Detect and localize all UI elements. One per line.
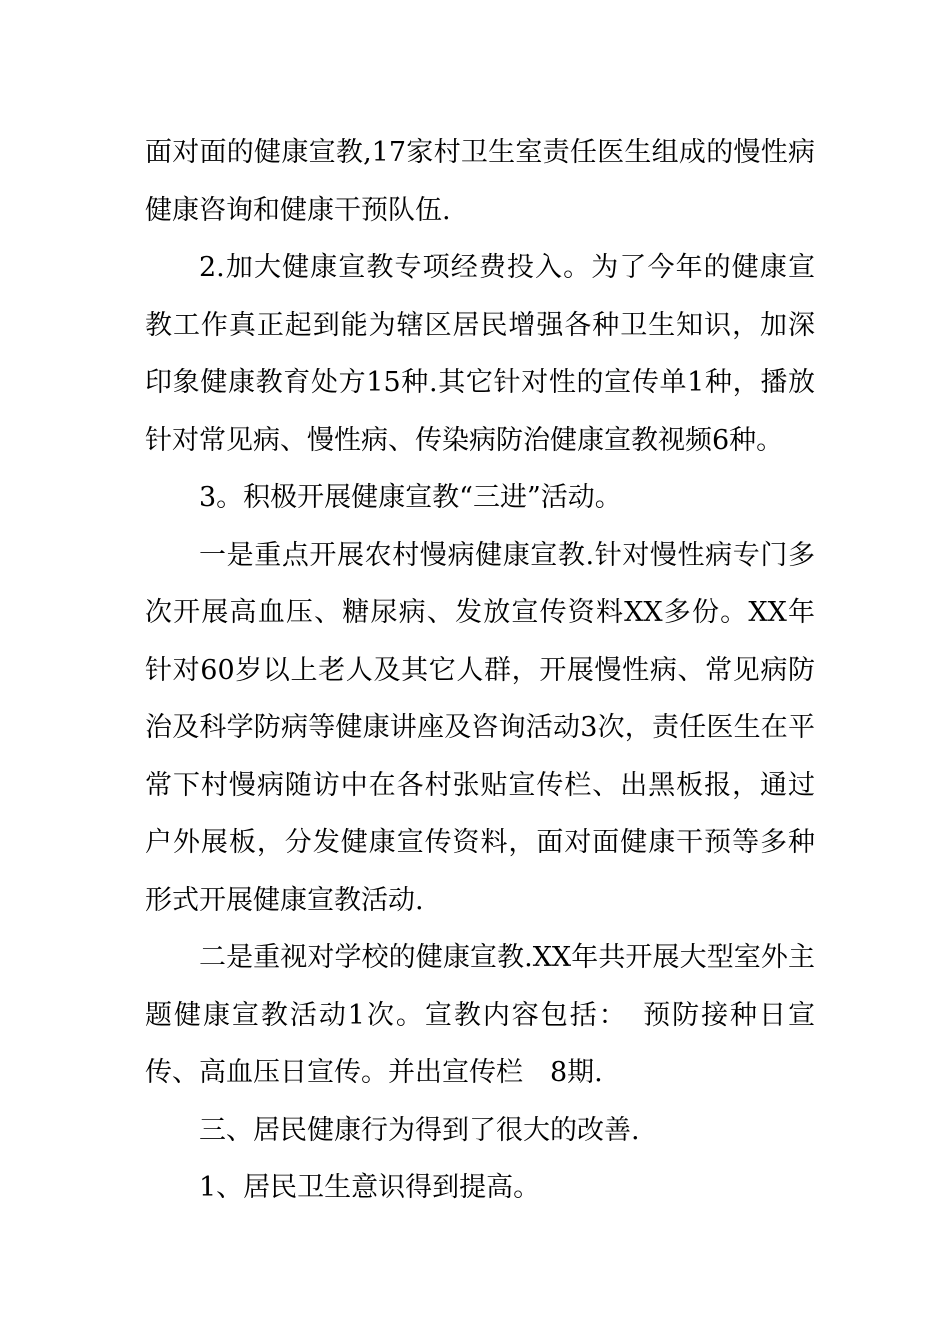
paragraph-2: 2.加大健康宣教专项经费投入。为了今年的健康宣教工作真正起到能为辖区居民增强各种卫生知识，加深印象健康教育处方15种.其它针对性的宣传单1种，播放针对常见病、慢性病、传染病防治健康宣教视频6种。 xyxy=(145,252,815,456)
paragraph-6: 三、居民健康行为得到了很大的改善. xyxy=(199,1114,640,1146)
paragraph-7: 1、居民卫生意识得到提高。 xyxy=(199,1172,541,1203)
paragraph-5: 二是重视对学校的健康宣教.XX年共开展大型室外主题健康宣教活动1次。宣教内容包括： 预防接种日宣传、高血压日宣传。并出宣传栏 8期. xyxy=(145,942,815,1088)
paragraph-1: 面对面的健康宣教,17家村卫生室责任医生组成的慢性病健康咨询和健康干预队伍. xyxy=(145,137,815,226)
paragraph-3: 3。积极开展健康宣教“三进”活动。 xyxy=(199,482,622,513)
document-body xyxy=(145,124,815,1217)
paragraph-4: 一是重点开展农村慢病健康宣教.针对慢性病专门多次开展高血压、糖尿病、发放宣传资料XX多份。XX年针对60岁以上老人及其它人群，开展慢性病、常见病防治及科学防病等健康讲座及咨询活动3次，责任医生在平常下村慢病随访中在各村张贴宣传栏、出黑板报，通过户外展板，分发健康宣传资料，面对面健康干预等多种形式开展健康宣教活动. xyxy=(145,539,815,916)
